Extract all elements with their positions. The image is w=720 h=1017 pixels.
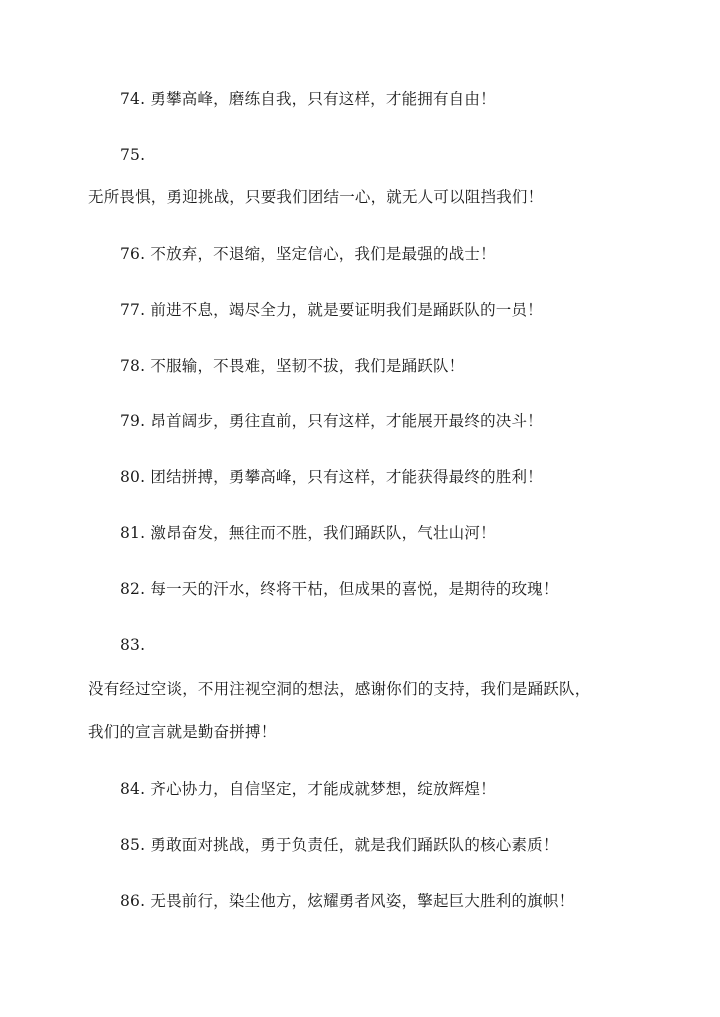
slogan-83-text-line1: 没有经过空谈，不用注视空洞的想法，感谢你们的支持，我们是踊跃队，: [88, 680, 591, 698]
slogan-77-line: 77. 前进不息，竭尽全力，就是要证明我们是踊跃队的一员！: [120, 301, 543, 319]
slogan-84-line: 84. 齐心协力，自信坚定，才能成就梦想，绽放辉煌！: [120, 780, 496, 798]
slogan-75-number: 75.: [120, 146, 146, 164]
slogan-85-line: 85. 勇敢面对挑战，勇于负责任，就是我们踊跃队的核心素质！: [120, 836, 559, 854]
slogan-78-line: 78. 不服输，不畏难，坚韧不拔，我们是踊跃队！: [120, 357, 465, 375]
slogan-81-line: 81. 激昂奋发，無往而不胜，我们踊跃队，气壮山河！: [120, 524, 496, 542]
slogan-74-line: 74. 勇攀高峰，磨练自我，只有这样，才能拥有自由！: [120, 90, 496, 108]
slogan-76-line: 76. 不放弃，不退缩，坚定信心，我们是最强的战士！: [120, 245, 496, 263]
slogan-80-line: 80. 团结拼搏，勇攀高峰，只有这样，才能获得最终的胜利！: [120, 468, 543, 486]
slogan-79-line: 79. 昂首阔步，勇往直前，只有这样，才能展开最终的决斗！: [120, 412, 543, 430]
slogan-83-number: 83.: [120, 636, 146, 654]
slogan-82-line: 82. 每一天的汗水，终将干枯，但成果的喜悦，是期待的玫瑰！: [120, 580, 559, 598]
slogan-86-line: 86. 无畏前行，染尘他方，炫耀勇者风姿，擎起巨大胜利的旗帜！: [120, 892, 575, 910]
slogan-83-text-line2: 我们的宣言就是勤奋拼搏！: [88, 723, 277, 741]
slogan-75-text: 无所畏惧，勇迎挑战，只要我们团结一心，就无人可以阻挡我们！: [88, 188, 544, 206]
